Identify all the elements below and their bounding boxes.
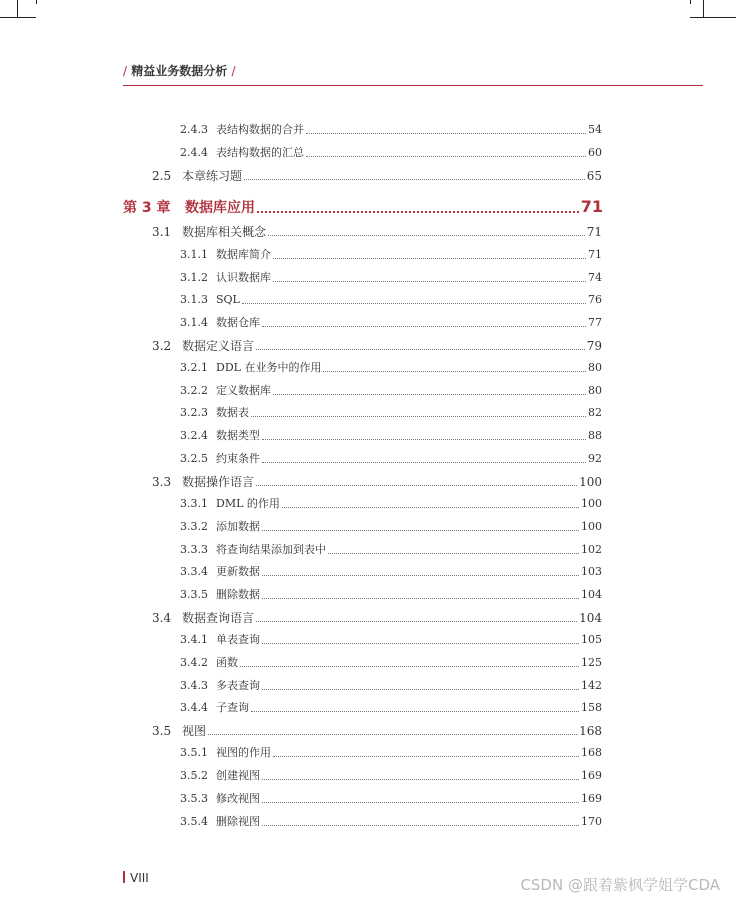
toc-entry-page: 77: [588, 316, 602, 329]
toc-entry-number: 2.4.4: [180, 146, 208, 159]
toc-entry-number: 3.5.4: [180, 815, 208, 828]
toc-leader-dots: [262, 643, 579, 644]
toc-entry-number: 3.3: [152, 475, 172, 489]
toc-entry-page: 76: [588, 293, 602, 306]
toc-entry-3-3[interactable]: [152, 475, 602, 489]
toc-entry-page: 102: [581, 543, 602, 556]
toc-entry-number: 3.2: [152, 339, 172, 353]
toc-entry-3-5-1[interactable]: [180, 746, 602, 760]
toc-entry-page: 74: [588, 271, 602, 284]
toc-entry-page: 169: [581, 769, 602, 782]
toc-entry-3-5-4[interactable]: [180, 815, 602, 829]
toc-entry-page: 105: [581, 633, 602, 646]
toc-entry-number: 3.2.1: [180, 361, 208, 374]
toc-entry-title: 子查询: [216, 701, 249, 714]
header-slash-left: /: [123, 64, 128, 78]
toc-entry-title: DDL 在业务中的作用: [216, 361, 322, 374]
toc-entry-page: 168: [581, 746, 602, 759]
toc-entry-3-4-4[interactable]: [180, 701, 602, 715]
toc-leader-dots: [282, 507, 579, 508]
toc-entry-3-2-4[interactable]: [180, 429, 602, 443]
toc-leader-dots: [328, 553, 579, 554]
toc-entry-3-5-3[interactable]: [180, 792, 602, 806]
toc-entry-3-4-2[interactable]: [180, 656, 602, 670]
toc-entry-title: 数据类型: [216, 429, 260, 442]
toc-entry-3-5-2[interactable]: [180, 769, 602, 783]
toc-entry-title: 视图的作用: [216, 746, 271, 759]
chapter-number: 第 3 章: [123, 200, 171, 216]
toc-entry-title: 数据表: [216, 406, 249, 419]
toc-entry-3-1-3[interactable]: [180, 293, 602, 307]
toc-leader-dots: [256, 349, 585, 350]
toc-entry-3-1-1[interactable]: [180, 248, 602, 262]
toc-leader-dots: [262, 802, 579, 803]
toc-entry-title: 表结构数据的合并: [216, 123, 304, 136]
toc-entry-number: 3.1: [152, 225, 172, 239]
toc-entry-page: 142: [581, 679, 602, 692]
toc-entry-page: 92: [588, 452, 602, 465]
toc-entry-2-5[interactable]: [152, 169, 602, 183]
toc-entry-number: 3.1.2: [180, 271, 208, 284]
toc-leader-dots: [273, 258, 586, 259]
toc-entry-title: 表结构数据的汇总: [216, 146, 304, 159]
toc-leader-dots: [251, 711, 579, 712]
toc-leader-dots: [306, 133, 586, 134]
toc-leader-dots: [256, 485, 577, 486]
toc-leader-dots: [208, 734, 577, 735]
toc-entry-number: 3.3.2: [180, 520, 208, 533]
toc-entry-title: 数据库相关概念: [182, 225, 267, 239]
toc-chapter-3[interactable]: [123, 198, 603, 217]
toc-entry-number: 3.3.3: [180, 543, 208, 556]
toc-entry-3-2-2[interactable]: [180, 384, 602, 398]
toc-entry-3-2[interactable]: [152, 339, 602, 353]
toc-entry-number: 3.4: [152, 611, 172, 625]
toc-entry-page: 88: [588, 429, 602, 442]
toc-entry-page: 125: [581, 656, 602, 669]
toc-entry-number: 3.4.3: [180, 679, 208, 692]
chapter-title: 数据库应用: [185, 200, 255, 216]
toc-leader-dots: [306, 156, 586, 157]
book-title-text: 精益业务数据分析: [131, 64, 228, 78]
toc-entry-3-1-2[interactable]: [180, 271, 602, 285]
toc-leader-dots: [273, 756, 579, 757]
toc-leader-dots: [262, 825, 579, 826]
toc-entry-page: 100: [581, 497, 602, 510]
toc-leader-dots: [257, 211, 579, 213]
toc-entry-number: 3.4.4: [180, 701, 208, 714]
toc-leader-dots: [262, 530, 579, 531]
toc-entry-page: 71: [586, 225, 602, 239]
toc-entry-3-2-5[interactable]: [180, 452, 602, 466]
toc-entry-title: 添加数据: [216, 520, 260, 533]
toc-entry-number: 3.2.3: [180, 406, 208, 419]
toc-entry-page: 82: [588, 406, 602, 419]
toc-entry-3-3-5[interactable]: [180, 588, 602, 602]
watermark: CSDN @跟着紫枫学姐学CDA: [520, 876, 720, 894]
toc-entry-page: 54: [588, 123, 602, 136]
toc-leader-dots: [262, 779, 579, 780]
toc-entry-number: 3.2.5: [180, 452, 208, 465]
toc-entry-3-3-2[interactable]: [180, 520, 602, 534]
toc-entry-page: 104: [581, 588, 602, 601]
toc-leader-dots: [256, 621, 577, 622]
toc-leader-dots: [240, 666, 579, 667]
toc-entry-title: 本章练习题: [182, 169, 243, 183]
toc-entry-page: 71: [588, 248, 602, 261]
toc-entry-title: SQL: [216, 293, 240, 306]
toc-entry-title: 删除数据: [216, 588, 260, 601]
toc-leader-dots: [268, 235, 585, 236]
toc-leader-dots: [262, 575, 579, 576]
toc-entry-page: 103: [581, 565, 602, 578]
toc-leader-dots: [242, 303, 586, 304]
toc-entry-page: 169: [581, 792, 602, 805]
toc-entry-page: 170: [581, 815, 602, 828]
toc-entry-3-4[interactable]: [152, 611, 602, 625]
toc-entry-title: 视图: [182, 724, 207, 738]
toc-entry-title: 函数: [216, 656, 238, 669]
toc-entry-number: 2.5: [152, 169, 172, 183]
toc-entry-title: 多表查询: [216, 679, 260, 692]
toc-leader-dots: [262, 439, 586, 440]
toc-entry-page: 80: [588, 361, 602, 374]
toc-entry-page: 100: [579, 475, 602, 489]
header-slash-right: /: [231, 64, 236, 78]
toc-entry-2-4-4[interactable]: [180, 146, 602, 160]
toc-leader-dots: [262, 689, 579, 690]
toc-entry-number: 3.5.3: [180, 792, 208, 805]
toc-entry-page: 158: [581, 701, 602, 714]
toc-entry-3-2-3[interactable]: [180, 406, 602, 420]
toc-leader-dots: [251, 416, 586, 417]
toc-entry-3-1-4[interactable]: [180, 316, 602, 330]
toc-entry-2-4-3[interactable]: [180, 123, 602, 137]
toc-leader-dots: [244, 179, 585, 180]
toc-entry-title: 数据仓库: [216, 316, 260, 329]
chapter-page: 71: [580, 197, 603, 216]
toc-entry-number: 3.3.1: [180, 497, 208, 510]
toc-leader-dots: [273, 394, 586, 395]
toc-entry-number: 3.5: [152, 724, 172, 738]
toc-entry-title: 将查询结果添加到表中: [216, 543, 326, 556]
toc-entry-number: 3.3.5: [180, 588, 208, 601]
toc-leader-dots: [262, 326, 586, 327]
toc-entry-3-5[interactable]: [152, 724, 602, 738]
toc-entry-number: 3.1.4: [180, 316, 208, 329]
toc-entry-3-3-3[interactable]: [180, 543, 602, 557]
toc-entry-number: 2.4.3: [180, 123, 208, 136]
toc-entry-title: 定义数据库: [216, 384, 271, 397]
page-number: VIII: [130, 871, 149, 885]
toc-entry-3-3-4[interactable]: [180, 565, 602, 579]
page-footer: [123, 871, 149, 885]
footer-accent-bar: [123, 871, 125, 883]
toc-entry-title: 认识数据库: [216, 271, 271, 284]
toc-entry-number: 3.3.4: [180, 565, 208, 578]
toc-entry-page: 168: [579, 724, 602, 738]
toc-entry-page: 79: [586, 339, 602, 353]
toc-entry-page: 100: [581, 520, 602, 533]
toc-entry-title: 创建视图: [216, 769, 260, 782]
toc-entry-number: 3.2.2: [180, 384, 208, 397]
toc-entry-page: 104: [579, 611, 602, 625]
toc-entry-3-4-1[interactable]: [180, 633, 602, 647]
toc-entry-title: DML 的作用: [216, 497, 280, 510]
toc-leader-dots: [262, 462, 586, 463]
toc-entry-number: 3.5.2: [180, 769, 208, 782]
toc-entry-number: 3.2.4: [180, 429, 208, 442]
toc-entry-3-3-1[interactable]: [180, 497, 602, 511]
toc-entry-page: 80: [588, 384, 602, 397]
toc-entry-number: 3.4.2: [180, 656, 208, 669]
toc-entry-number: 3.1.1: [180, 248, 208, 261]
toc-entry-3-1[interactable]: [152, 225, 602, 239]
toc-entry-title: 数据库简介: [216, 248, 271, 261]
toc-leader-dots: [323, 371, 586, 372]
toc-entry-page: 60: [588, 146, 602, 159]
toc-entry-3-2-1[interactable]: [180, 361, 602, 375]
toc-entry-title: 修改视图: [216, 792, 260, 805]
toc-leader-dots: [262, 598, 579, 599]
toc-entry-number: 3.5.1: [180, 746, 208, 759]
toc-leader-dots: [273, 281, 586, 282]
toc-entry-title: 更新数据: [216, 565, 260, 578]
toc-entry-title: 约束条件: [216, 452, 260, 465]
toc-entry-title: 删除视图: [216, 815, 260, 828]
toc-entry-title: 单表查询: [216, 633, 260, 646]
toc-entry-number: 3.1.3: [180, 293, 208, 306]
toc-entry-3-4-3[interactable]: [180, 679, 602, 693]
toc-entry-title: 数据查询语言: [182, 611, 255, 625]
toc-entry-number: 3.4.1: [180, 633, 208, 646]
toc-entry-title: 数据操作语言: [182, 475, 255, 489]
toc-entry-title: 数据定义语言: [182, 339, 255, 353]
toc-entry-page: 65: [586, 169, 602, 183]
